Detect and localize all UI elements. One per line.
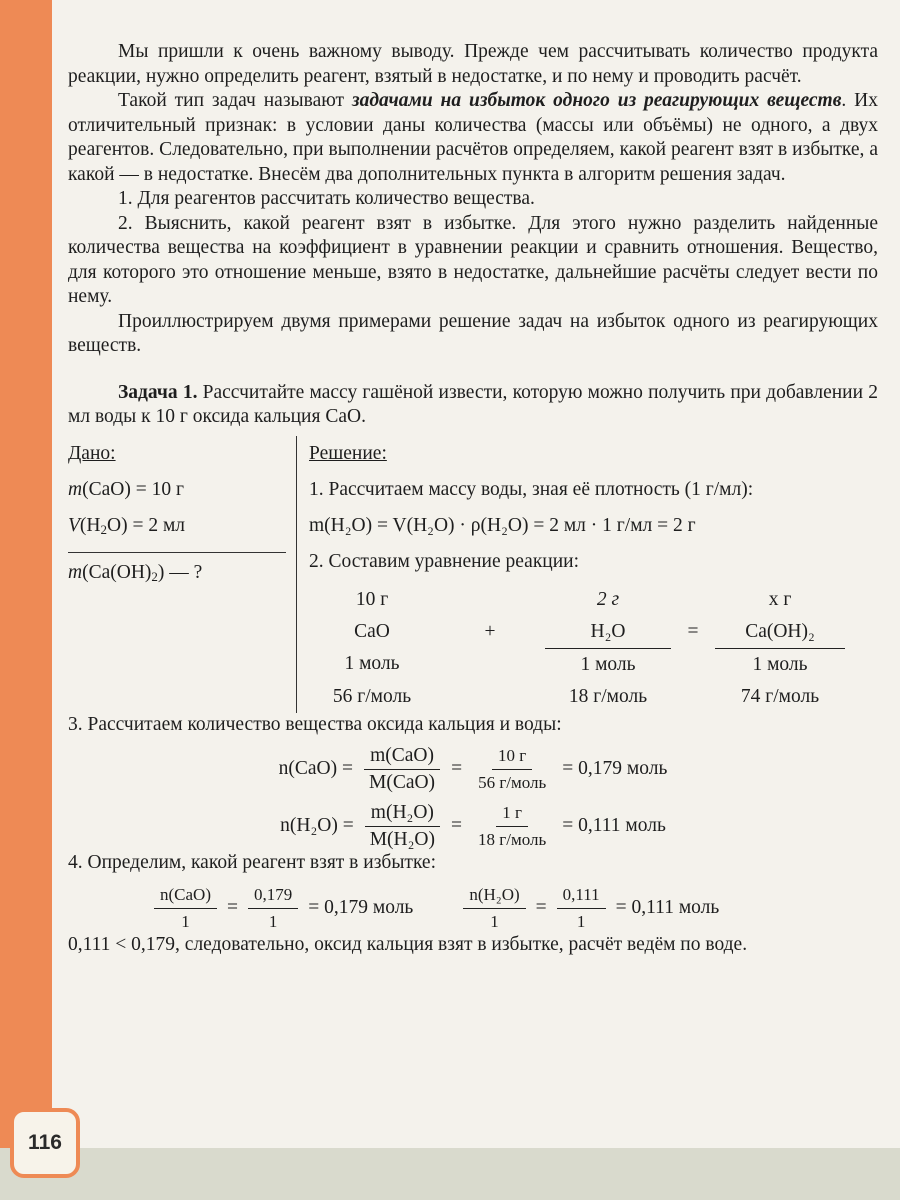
given-volume-water: $V(H_2O) = 2$ мл [68, 514, 186, 537]
step-4-title: 4. Определим, какой реагент взят в избытке: [68, 852, 437, 873]
orange-margin-bar [0, 0, 52, 1200]
fraction-den: 1 [490, 911, 499, 931]
find-mass: $m(Ca(OH)_2)$ — ? [68, 552, 286, 589]
n-cao-lhs: n(CaO) = [278, 758, 353, 780]
moles-water: 1 моль [545, 648, 671, 681]
fraction-num: 0,179 [248, 884, 298, 909]
n-cao-formula: n(CaO) = $\frac{\text{m(CaO)}}{\text{M(CaO)}}$ = $\frac{10 г}{\text{56 г/моль}}$ = 0,179 моль [278, 745, 668, 793]
n-water-formula: n(H₂O) = $\frac{\text{m(H₂O)}}{\text{M(H₂O)}}$ = $\frac{1 г}{\text{18 г/моль}}$ = 0,111 моль [280, 802, 666, 850]
solution-header: Решение: [309, 442, 387, 464]
find-mass-a: (Ca(OH) [82, 561, 152, 583]
symbol-v: V [68, 514, 80, 536]
bottom-background-strip [0, 1148, 900, 1200]
species-product: Ca(OH)₂ [745, 620, 815, 642]
moles-product: 1 моль [715, 648, 845, 681]
fraction-num: 0,111 [557, 884, 606, 909]
reaction-equation [309, 584, 878, 713]
mass-water: 2 г [596, 588, 620, 610]
paragraph-2 [68, 89, 878, 187]
fraction-values-cao [472, 745, 552, 794]
task-label: Задача 1. [118, 381, 198, 403]
equals-sign: = [687, 620, 699, 642]
plus-sign: + [484, 620, 496, 642]
given-header: Дано: [68, 442, 116, 464]
symbol-m: m [68, 478, 83, 500]
species-water: H₂O [590, 620, 626, 642]
mass-product: x г [768, 588, 792, 610]
fraction-num: 10 г [492, 745, 532, 770]
fraction-num: n(H₂O) [463, 884, 525, 909]
species-cao: CaO [354, 620, 390, 642]
fraction-m-over-M-water [364, 802, 441, 851]
given-mass-cao-value: (CaO) = 10 г [82, 478, 184, 500]
fraction-den: M(CaO) [368, 772, 436, 793]
solution-step-1: 1. Рассчитаем массу воды, зная её плотность (1 г/мл): [309, 478, 754, 500]
molar-product: 74 г/моль [740, 685, 820, 707]
fraction-values-water [472, 802, 552, 851]
given-volume-water-b: O) = 2 мл [107, 514, 186, 536]
solution-column [297, 436, 878, 713]
given-solution-block [68, 436, 878, 713]
ratio-water-result: = 0,111 моль [615, 896, 720, 918]
paragraph-2-end: . Их отличительный признак: в условии даны количества (массы или объёмы) не одного, а двух реагентов. Следовательно, при выполнении расчётов определяем, какой реагент взят в избытке, а какой — в недостатке. Внесём два дополнительных пункта в алгоритм решения задач. [68, 90, 878, 185]
task-statement [68, 381, 878, 430]
paragraph-5: Проиллюстрируем двумя примерами решение задач на избыток одного из реагирующих веществ. [68, 310, 878, 356]
task-text: Рассчитайте массу гашёной извести, которую можно получить при добавлении 2 мл воды к 10 г оксида кальция CaO. [68, 381, 878, 427]
fraction-den: 1 [576, 911, 586, 931]
fraction-den: 18 г/моль [478, 830, 547, 849]
given-mass-cao [68, 472, 286, 508]
step-3-title: 3. Рассчитаем количество вещества оксида кальция и воды: [68, 713, 562, 735]
page-number: 116 [28, 1131, 62, 1154]
paragraph-2-emphasis: задачами на избыток одного из реагирующих веществ [351, 90, 842, 111]
fraction-num: 1 г [496, 802, 528, 827]
paragraph-2-start: Такой тип задач называют [118, 90, 352, 111]
fraction-den: 56 г/моль [478, 773, 547, 792]
n-cao-result: = 0,179 моль [562, 758, 668, 780]
n-water-result: = 0,111 моль [562, 815, 666, 837]
algorithm-step-1: 1. Для реагентов рассчитать количество вещества. [118, 188, 535, 209]
fraction-num: m(H₂O) [365, 802, 440, 827]
given-volume-water-a: (H [79, 514, 101, 536]
solution-step-1-equation: m(H₂O) = V(H₂O) · ρ(H₂O) = 2 мл · 1 г/мл = 2 г [309, 514, 696, 536]
ratio-cao-result: = 0,179 моль [308, 896, 414, 918]
molar-cao: 56 г/моль [332, 685, 412, 707]
ratio-comparison: $\frac{\text{n(CaO)}}{1}$ = $\frac{0,179}{1}$ = 0,179 моль $\frac{\text{n(H₂O)}}{1}$ = $\frac{0,111}{1}$ = 0,111 моль [68, 884, 878, 933]
ratio-water-values [557, 884, 606, 933]
find-mass-b: ) — ? [157, 561, 203, 583]
fraction-m-over-M-cao [363, 745, 441, 794]
page-content [68, 40, 878, 957]
molar-water: 18 г/моль [568, 685, 648, 707]
ratio-cao-values [248, 884, 298, 933]
fraction-den: M(H₂O) [369, 829, 435, 850]
moles-cao: 1 моль [344, 652, 400, 674]
fraction-den: 1 [181, 911, 190, 931]
ratio-cao [154, 884, 217, 933]
page-number-badge [10, 1108, 80, 1178]
conclusion: 0,111 < 0,179, следовательно, оксид кальция взят в избытке, расчёт ведём по воде. [68, 933, 748, 955]
fraction-den: 1 [268, 911, 278, 931]
given-column [68, 436, 297, 713]
fraction-num: n(CaO) [154, 884, 217, 909]
ratio-water [463, 884, 525, 933]
algorithm-step-2: 2. Выяснить, какой реагент взят в избытке. Для этого нужно разделить найденные количества вещества на коэффициент в уравнении реакции и сравнить отношения. Вещество, для которого это отношение меньше, взято в недостатке, дальнейшие расчёты следует вести по нему. [68, 212, 878, 307]
solution-step-2: 2. Составим уравнение реакции: [309, 550, 580, 572]
fraction-num: m(CaO) [364, 745, 440, 770]
symbol-m: m [68, 561, 83, 583]
n-water-lhs: n(H₂O) = [280, 815, 354, 837]
mass-cao: 10 г [355, 588, 389, 610]
paragraph-1: Мы пришли к очень важному выводу. Прежде чем рассчитывать количество продукта реакции, нужно определить реагент, взятый в недостатке, и по нему и проводить расчёт. [68, 41, 878, 87]
